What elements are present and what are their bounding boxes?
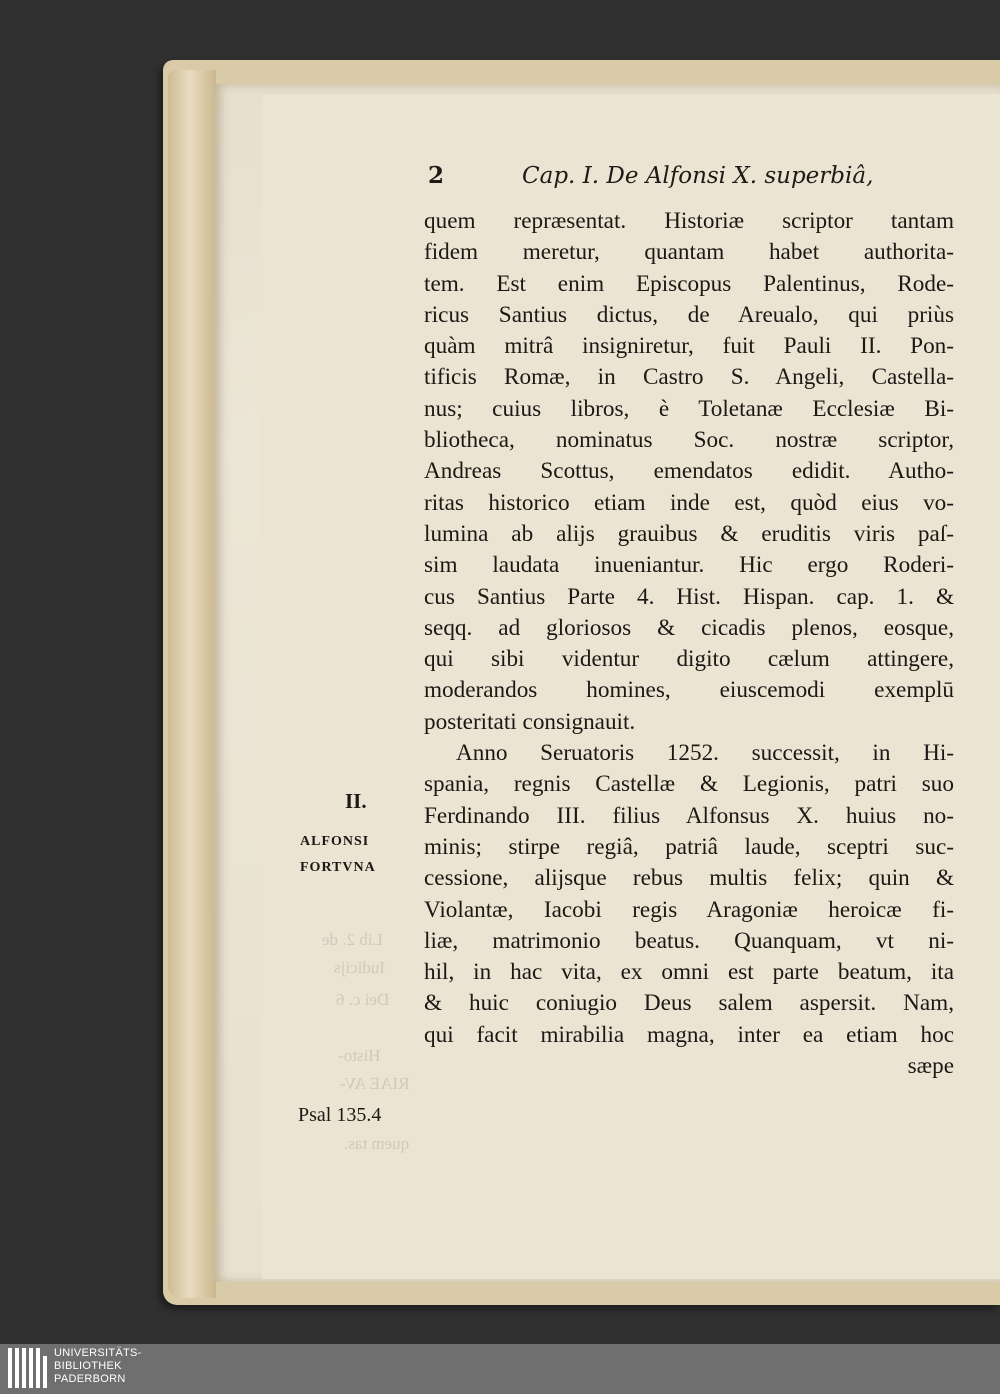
text-line: hil, in hac vita, ex omni est parte beatum, ita: [424, 959, 954, 986]
show-through-text: Dei c. 6: [336, 990, 390, 1009]
margin-section-title: ALFONSI: [300, 834, 370, 849]
library-name-line: PADERBORN: [54, 1373, 126, 1385]
text-line: minis; stirpe regiâ, patriâ laude, sceptri suc-: [424, 833, 954, 860]
text-line: Andreas Scottus, emendatos edidit. Autho-: [424, 458, 954, 485]
text-line: lumina ab alijs grauibus & eruditis viris paſ-: [424, 520, 954, 547]
text-line: seqq. ad gloriosos & cicadis plenos, eosque,: [424, 614, 954, 641]
text-line: spania, regnis Castellæ & Legionis, patri suo: [424, 771, 954, 798]
text-line: cessione, alijsque rebus multis felix; quin &: [424, 865, 954, 892]
show-through-text: quem tas.: [344, 1134, 410, 1153]
text-line: tificis Romæ, in Castro S. Angeli, Castella-: [424, 364, 954, 391]
text-line: posteritati consignauit.: [424, 708, 636, 735]
text-line: qui facit mirabilia magna, inter ea etiam hoc: [424, 1021, 954, 1048]
text-line: Violantæ, Iacobi regis Aragoniæ heroicæ fi-: [424, 896, 954, 923]
text-line: quàm mitrâ insigniretur, fuit Pauli II. Pon-: [424, 333, 954, 360]
text-line: qui sibi videntur digito cælum attingere,: [424, 646, 954, 673]
library-name-line: BIBLIOTHEK: [54, 1360, 122, 1372]
text-line: sim laudata inueniantur. Hic ergo Roderi-: [424, 552, 954, 579]
text-line: Anno Seruatoris 1252. successit, in Hi-: [456, 740, 954, 767]
text-line: tem. Est enim Episcopus Palentinus, Rode-: [424, 270, 954, 297]
catchword: sæpe: [907, 1053, 954, 1080]
text-line: ritas historico etiam inde est, quòd eius vo-: [424, 489, 954, 516]
running-head: [428, 162, 873, 189]
margin-citation: Psal 135.4: [298, 1104, 382, 1126]
text-line: cus Santius Parte 4. Hist. Hispan. cap. 1. &: [424, 583, 954, 610]
library-name: [54, 1347, 142, 1386]
text-line: bliotheca, nominatus Soc. nostræ scriptor,: [424, 427, 954, 454]
text-line: moderandos homines, eiuscemodi exemplū: [424, 677, 954, 704]
show-through-text: RIAE AV-: [340, 1074, 410, 1093]
show-through-text: Iudicijs: [334, 958, 385, 977]
show-through-text: Histo-: [338, 1046, 381, 1065]
text-line: liæ, matrimonio beatus. Quanquam, vt ni-: [424, 927, 954, 954]
body-text: [424, 206, 954, 1082]
running-head-title: Cap. I. De Alfonsi X. superbiâ,: [522, 163, 874, 189]
show-through-text: Lib 2. de: [322, 930, 383, 949]
text-line: nus; cuius libros, è Toletanæ Ecclesiæ Bi-: [424, 395, 954, 422]
text-line: ricus Santius dictus, de Areualo, qui priùs: [424, 301, 954, 328]
text-line: Ferdinando III. filius Alfonsus X. huius no-: [424, 802, 954, 829]
text-line: fidem meretur, quantam habet authorita-: [424, 239, 954, 266]
text-line: quem repræsentat. Historiæ scriptor tantam: [424, 208, 954, 234]
margin-section-number: II.: [345, 789, 367, 813]
margin-section-title: FORTVNA: [300, 860, 376, 875]
library-logo-icon: [8, 1348, 48, 1388]
book-spine-edge: [168, 70, 216, 1298]
library-name-line: UNIVERSITÄTS-: [54, 1347, 142, 1359]
text-line: & huic coniugio Deus salem aspersit. Nam,: [424, 990, 954, 1017]
library-footer: [0, 1344, 1000, 1394]
page-number: 2: [428, 162, 445, 189]
